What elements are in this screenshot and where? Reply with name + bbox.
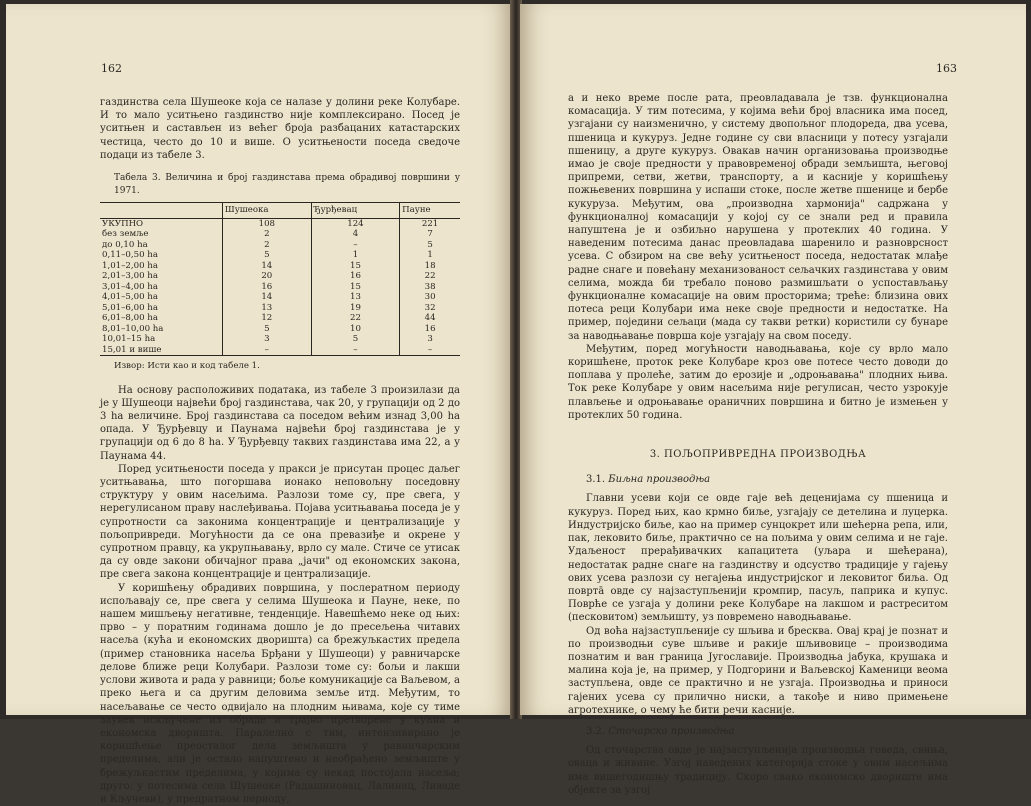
table-row	[100, 324, 460, 335]
table-cell: 108	[222, 218, 311, 229]
subsection-title-2: Сточарска производња	[608, 725, 735, 737]
subsection-number-2: 3.2.	[586, 725, 606, 737]
right-page	[520, 4, 1026, 796]
table-cell: 5	[400, 240, 460, 251]
table-cell: 2	[222, 240, 311, 251]
page-number-right: 163	[936, 62, 957, 75]
table-row	[100, 313, 460, 324]
table-cell: 20	[222, 271, 311, 282]
table-cell: 14	[222, 261, 311, 272]
table-row-label: 2,01–3,00 ha	[102, 271, 158, 282]
table-row-label: без земље	[102, 229, 149, 240]
table-cell: 13	[222, 303, 311, 314]
table-row-label: до 0,10 ha	[102, 239, 148, 250]
table-row-label: УКУПНО	[102, 218, 144, 229]
table-cell: 22	[311, 313, 399, 324]
body-paragraph-7: Од воћа најзаступљеније су шљива и бресква. Овај крај је познат и по производњи суве шљиве и ракије шљивовице – производима познатим и ван граница Југославије. Производња јабука, крушака и малина која је, на пример, у Подгорини и Ваљевској Каменици веома заступљена, овде се практично и не узгаја. Производња и приноси гајених усева су прилично ниски, а такође и ниво примењене агротехнике, о чему ће бити речи касније.	[568, 625, 948, 716]
body-paragraph-4: а и неко време после рата, преовладавала је тзв. функционална комасација. У тим потесима, у којима већи број власника има посед, узгајани су наизменично, у систему двопољног плодореда, два усева, пшеница и кукуруз. Једне године су сви власници у потесу узгајали пшеницу, а друге кукуруз. Овакав начин организовања производње имао је своје предности у правовременој обради земљишта, његовој припреми, сетви, жетви, транспорту, а и касније у коришћењу пожњевених површина у испаши стоке, после жетве пшенице и бербе кукуруза. Међутим, ова „производна хармонија" садржана у функционалној комасацији у којој су се знали ред и правила напуштена је и озбиљно нарушена у протеклих 40 година. У наведеним потесима данас преовладава шаренило и разноврсност усева. С обзиром на све већу уситњеност поседа, недостатак млађе радне снаге и повећану механизованост сељачких газдинстава у овим селима, можда би требало поново размишљати о успостављању функционалне комасације на овим просторима; треће: близина ових потеса реци Колубари има неке своје предности и недостатке. На пример, поједини сељаци (мада су такви ретки) користили су бунаре за наводњавање површа које узгајају на свом поседу.	[568, 93, 948, 342]
table-row	[100, 345, 460, 356]
table-cell: 5	[222, 250, 311, 261]
table-row	[100, 250, 460, 261]
table-row-label: 4,01–5,00 ha	[102, 292, 158, 303]
table-cell: 221	[400, 218, 460, 229]
table-row-label: 10,01–15 ha	[102, 334, 156, 345]
table-header-susheoka: Шушеока	[222, 203, 311, 219]
table-row-label: 6,01–8,00 ha	[102, 313, 158, 324]
table-caption: Табела 3. Величина и број газдинстава према обрадивој површини у 1971.	[114, 173, 460, 197]
table-row	[100, 218, 460, 229]
body-paragraph-2: Поред уситњености поседа у пракси је присутан процес даљег уситњавања, што погоршава ионако неповољну поседовну структуру у овим насељима. Разлози томе су, пре свега, у нерегулисаном праву наслеђивања. Појава уситњавања поседа је у супротности са законима концентрације и централизације у пољопривреди. Могућности да се она превазиђе и окрене у супротном правцу, ка укрупњавању, врло су мале. Стиче се утисак да су овде закони обичајног права „јачи" од економских закона, пре свега закона концентрације и централизације.	[100, 463, 460, 581]
table-cell: 13	[311, 292, 399, 303]
subsection-title-1: Биљна производња	[608, 474, 711, 486]
table-row-label: 1,01–2,00 ha	[102, 260, 158, 271]
table-header-blank	[100, 203, 222, 219]
table-cell: 16	[222, 282, 311, 293]
table-cell: 124	[311, 218, 399, 229]
table-cell: 32	[400, 303, 460, 314]
table-cell: –	[400, 345, 460, 356]
right-page-text	[568, 92, 948, 797]
table-cell: 3	[400, 334, 460, 345]
table-header-row	[100, 203, 460, 219]
intro-paragraph: газдинства села Шушеоке која се налазе у долини реке Колубаре. И то мало уситњено газдинство није комплексирано. Посед је уситњен и састављен из већег броја разбацаних катастарских честица, често до 10 и више. О уситњености поседа сведоче подаци из табеле 3.	[100, 97, 460, 161]
table-row-label: 15,01 и више	[102, 344, 162, 355]
table-cell: 5	[311, 334, 399, 345]
table-row	[100, 282, 460, 293]
table-body	[100, 218, 460, 356]
subsection-heading-2	[586, 725, 948, 738]
table-row	[100, 261, 460, 272]
table-row-label: 8,01–10,00 ha	[102, 323, 164, 334]
table-cell: 10	[311, 324, 399, 335]
table-cell: 18	[400, 261, 460, 272]
table-cell: –	[222, 345, 311, 356]
table-row	[100, 229, 460, 240]
subsection-heading-1	[586, 473, 948, 486]
table-cell: –	[311, 345, 399, 356]
body-paragraph-3: У коришћењу обрадивих површина, у послератном периоду испољавају се, пре свега у селима Шушеока и Пауне, неке, по нашем мишљењу негативне, тенденције. Навешћемо неке од њих: прво – у поратним годинама дошло је до пресељења читавих насеља (кућа и економских дворишта) са брежуљкастих предела (пример становника насеља Брђани у Шушеоци) у равничарске делове ближе реци Колубари. Разлози томе су: бољи и лакши услови живота и рада у равници; боље комуникације са Ваљевом, а преко њега и са другим деловима земље итд. Међутим, то насељавање се често одвијало на плодним њивама, које су тиме заувек искључене из обраде и трајно претворене у кућна и економска дворишта. Паралелно с тим, интензивирано је коришћење преосталог дела земљишта у равничарским пределима, али је остало напуштено и необрађено земљиште у брежуљкастим пределима, у којима су некад постојала насеља; друго: у потесима села Шушеоке (Радашиновац, Лалинац, Ливаде и Кључеви), у предратном периоду,	[100, 582, 460, 805]
table-source: Извор: Исти као и код табеле 1.	[114, 361, 260, 372]
table-row	[100, 334, 460, 345]
table-cell: 14	[222, 292, 311, 303]
table-cell: 30	[400, 292, 460, 303]
body-paragraph-5: Међутим, поред могућности наводњавања, које су врло мало коришћене, проток реке Колубаре кроз ове потесе често доводи до поплава у пролеће, затим до ерозије и „одроњавања" плодних њива. Ток реке Колубаре у овим насељима није регулисан, често узрокује плављење и одроњавање ораничних површина и битно је измењен у протеклих 50 година.	[568, 343, 948, 421]
table-cell: –	[311, 240, 399, 251]
table-cell: 16	[400, 324, 460, 335]
table-row	[100, 292, 460, 303]
table-cell: 15	[311, 261, 399, 272]
table-header-paune: Пауне	[400, 203, 460, 219]
table-cell: 15	[311, 282, 399, 293]
table-cell: 16	[311, 271, 399, 282]
table-cell: 4	[311, 229, 399, 240]
table-row-label: 3,01–4,00 ha	[102, 281, 158, 292]
farm-size-table	[100, 202, 460, 356]
table-row	[100, 303, 460, 314]
table-cell: 7	[400, 229, 460, 240]
body-paragraph-6: Главни усеви који се овде гаје већ деценијама су пшеница и кукуруз. Поред њих, као крмно биље, узгајају се детелина и луцерка. Индустријско биље, као на пример сунцокрет или шећерна репа, или, пак, лековито биље, практично се на пољима у овим селима и не гаје. Удаљеност прерађивачких капацитета (уљара и шећерана), недостатак радне снаге на газдинству и одсуство традиције у гајењу ових усева разлози су негајења индустријског и лековитог биља. Од повртā овде су најзаступљенији кромпир, пасуљ, паприка и купус. Поврће се узгаја у долини реке Колубаре на лакшом и растреситом (песковитом) земљишту, уз повремено наводњавање.	[568, 493, 948, 624]
body-paragraph-1: На основу расположивих података, из табеле 3 произилази да је у Шушеоци највећи број газдинстава, чак 20, у групацији од 2 до 3 ha величине. Број газдинстава са поседом већим изнад 3,00 ha опада. У Ђурђевцу и Паунама највећи број газдинстава је у групацији од 6 до 8 ha. У Ђурђевцу таквих газдинстава има 22, а у Паунама 44.	[100, 384, 460, 462]
section-heading: 3. ПОЉОПРИВРЕДНА ПРОИЗВОДЊА	[649, 449, 867, 461]
table-cell: 38	[400, 282, 460, 293]
table-cell: 1	[311, 250, 399, 261]
table-row	[100, 240, 460, 251]
left-page	[6, 4, 512, 805]
table-cell: 44	[400, 313, 460, 324]
table-row-label: 0,11–0,50 ha	[102, 250, 158, 261]
subsection-number-1: 3.1.	[586, 474, 606, 486]
table-cell: 3	[222, 334, 311, 345]
table-cell: 2	[222, 229, 311, 240]
left-page-text	[100, 96, 460, 806]
page-number-left: 162	[101, 62, 122, 75]
table-cell: 12	[222, 313, 311, 324]
table-row-label: 5,01–6,00 ha	[102, 302, 158, 313]
table-row	[100, 271, 460, 282]
table-cell: 5	[222, 324, 311, 335]
body-paragraph-8: Од сточарства овде је најзаступљенија производња говеда, свиња, оваца и живине. Узгој наведених категорија стоке у овим насељима има вишегодишњу традицију. Скоро свако економско двориште има објекте за узгој	[568, 745, 948, 796]
table-cell: 1	[400, 250, 460, 261]
table-cell: 19	[311, 303, 399, 314]
table-cell: 22	[400, 271, 460, 282]
table-header-djurdjevac: Ђурђевац	[311, 203, 399, 219]
